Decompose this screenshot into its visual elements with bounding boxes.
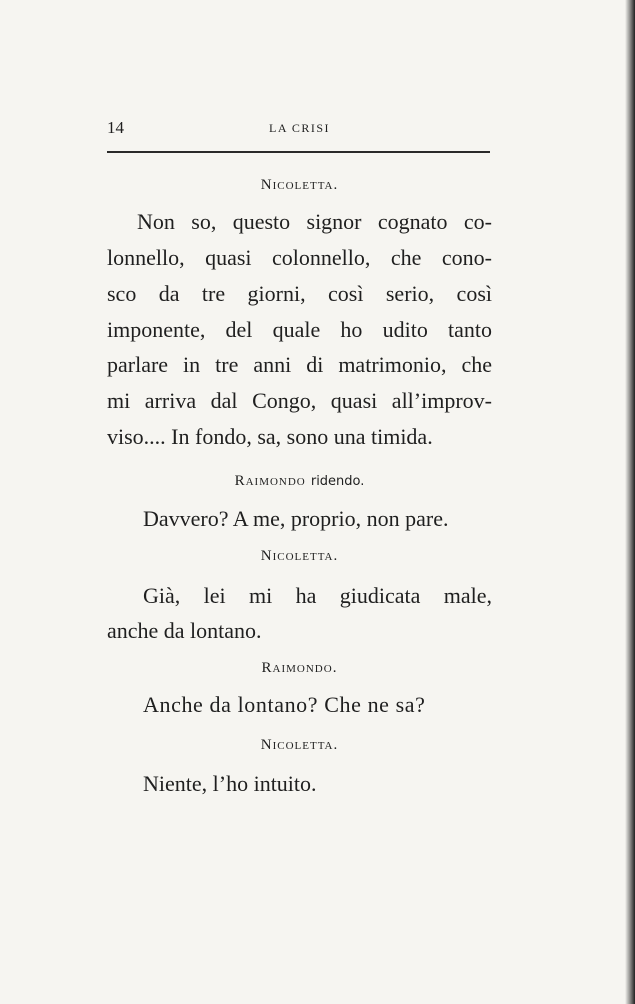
dialogue-line: sco da tre giorni, così serio, così bbox=[107, 281, 492, 306]
dialogue-line: Anche da lontano? Che ne sa? bbox=[143, 692, 426, 717]
running-title: LA CRISI bbox=[268, 121, 330, 135]
page-edge-shadow bbox=[625, 0, 635, 1004]
speaker-name: Nicoletta. bbox=[260, 737, 339, 753]
dialogue-line: mi arriva dal Congo, quasi all’improv- bbox=[107, 388, 492, 413]
speaker-name: Nicoletta. bbox=[260, 177, 339, 193]
dialogue-line: Già, lei mi ha giudicata male, bbox=[143, 583, 492, 608]
dialogue-line: parlare in tre anni di matrimonio, che bbox=[107, 352, 492, 377]
speaker-heading bbox=[107, 470, 492, 490]
speaker-name: Nicoletta. bbox=[260, 548, 339, 564]
stage-direction: ridendo. bbox=[310, 474, 365, 489]
dialogue-line: Davvero? A me, proprio, non pare. bbox=[143, 506, 449, 531]
dialogue-line: lonnello, quasi colonnello, che cono- bbox=[107, 245, 492, 270]
page-number: 14 bbox=[107, 118, 124, 137]
header-rule bbox=[107, 151, 490, 153]
dialogue-line: anche da lontano. bbox=[107, 618, 262, 643]
dialogue-line: viso.... In fondo, sa, sono una timida. bbox=[107, 424, 433, 449]
dialogue-line: imponente, del quale ho udito tanto bbox=[107, 317, 492, 342]
speaker-name: Raimondo. bbox=[261, 660, 338, 676]
dialogue-line: Niente, l’ho intuito. bbox=[143, 771, 317, 796]
running-header bbox=[107, 118, 492, 138]
speaker-name: Raimondo bbox=[234, 473, 306, 489]
dialogue-line: Non so, questo signor cognato co- bbox=[137, 209, 492, 234]
